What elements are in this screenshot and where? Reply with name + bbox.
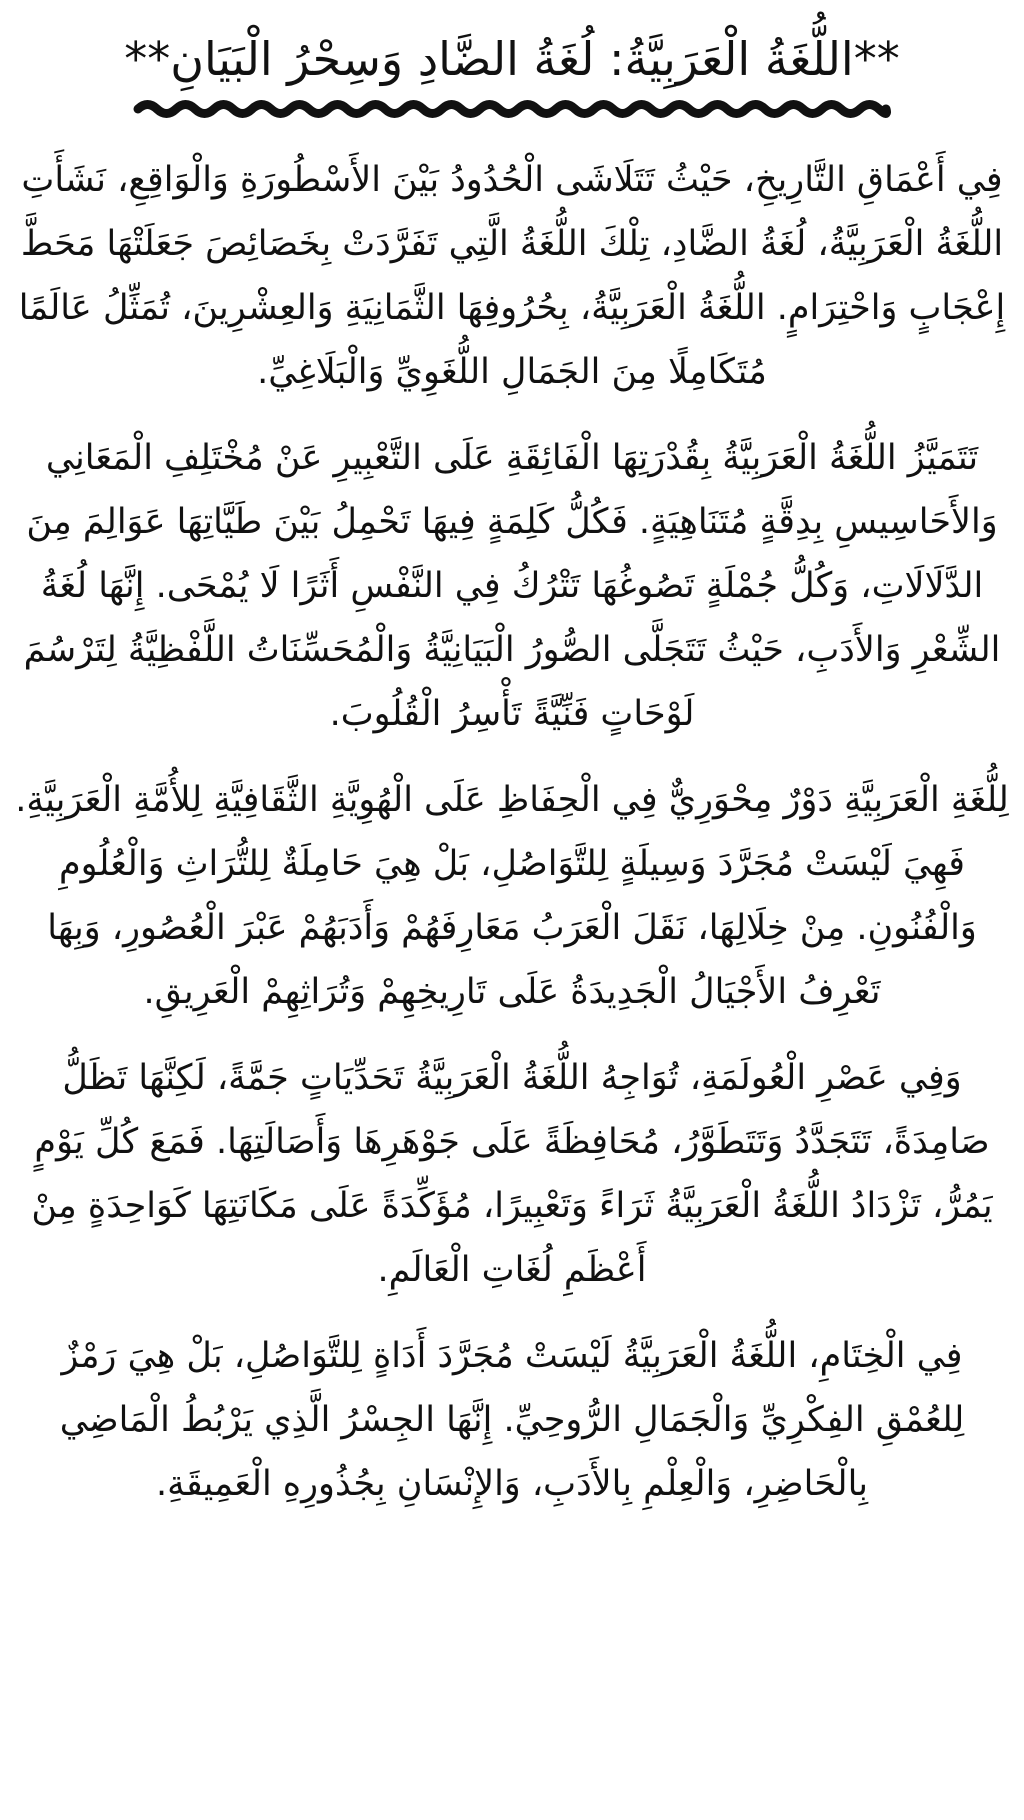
document-title: **اللُّغَةُ الْعَرَبِيَّةُ: لُغَةُ الضَّادِ وَسِحْرُ الْبَيَانِ** xyxy=(124,32,900,86)
paragraph-3: لِلُّغَةِ الْعَرَبِيَّةِ دَوْرٌ مِحْوَرِيٌّ فِي الْحِفَاظِ عَلَى الْهُوِيَّةِ الثَّقَافِيَّةِ لِلأُمَّةِ الْعَرَبِيَّةِ. فَهِيَ لَيْسَتْ مُجَرَّدَ وَسِيلَةٍ لِلتَّوَاصُلِ، بَلْ هِيَ حَامِلَةٌ لِلتُّرَاثِ وَالْعُلُومِ وَالْفُنُونِ. مِنْ خِلَالِهَا، نَقَلَ الْعَرَبُ مَعَارِفَهُمْ وَأَدَبَهُمْ عَبْرَ الْعُصُورِ، وَبِهَا تَعْرِفُ الأَجْيَالُ الْجَدِيدَةُ عَلَى تَارِيخِهِمْ وَتُرَاثِهِمْ الْعَرِيقِ. xyxy=(15,780,1009,1012)
paragraph-1: فِي أَعْمَاقِ التَّارِيخِ، حَيْثُ تَتَلَاشَى الْحُدُودُ بَيْنَ الأَسْطُورَةِ وَالْوَاقِعِ، نَشَأَتِ اللُّغَةُ الْعَرَبِيَّةُ، لُغَةُ الضَّادِ، تِلْكَ اللُّغَةُ الَّتِي تَفَرَّدَتْ بِخَصَائِصَ جَعَلَتْهَا مَحَطَّ إِعْجَابٍ وَاحْتِرَامٍ. اللُّغَةُ الْعَرَبِيَّةُ، بِحُرُوفِهَا الثَّمَانِيَةِ وَالعِشْرِينَ، تُمَثِّلُ عَالَمًا مُتَكَامِلًا مِنَ الجَمَالِ اللُّغَوِيِّ وَالْبَلَاغِيِّ. xyxy=(18,160,1006,392)
paragraph-5: فِي الْخِتَامِ، اللُّغَةُ الْعَرَبِيَّةُ لَيْسَتْ مُجَرَّدَ أَدَاةٍ لِلتَّوَاصُلِ، بَلْ هِيَ رَمْزٌ لِلعُمْقِ الفِكْرِيِّ وَالْجَمَالِ الرُّوحِيِّ. إِنَّهَا الجِسْرُ الَّذِي يَرْبُطُ الْمَاضِي بِالْحَاضِرِ، وَالْعِلْمِ بِالأَدَبِ، وَالإِنْسَانِ بِجُذُورِهِ الْعَمِيقَةِ. xyxy=(59,1336,965,1504)
paragraph-2: تَتَمَيَّزُ اللُّغَةُ الْعَرَبِيَّةُ بِقُدْرَتِهَا الْفَائِقَةِ عَلَى التَّعْبِيرِ عَنْ مُخْتَلِفِ الْمَعَانِي وَالأَحَاسِيسِ بِدِقَّةٍ مُتَنَاهِيَةٍ. فَكُلُّ كَلِمَةٍ فِيهَا تَحْمِلُ بَيْنَ طَيَّاتِهَا عَوَالِمَ مِنَ الدَّلَالَاتِ، وَكُلُّ جُمْلَةٍ تَصُوغُهَا تَتْرُكُ فِي النَّفْسِ أَثَرًا لَا يُمْحَى. إِنَّهَا لُغَةُ الشِّعْرِ وَالأَدَبِ، حَيْثُ تَتَجَلَّى الصُّورُ الْبَيَانِيَّةُ وَالْمُحَسِّنَاتُ اللَّفْظِيَّةُ لِتَرْسُمَ لَوْحَاتٍ فَنِّيَّةً تَأْسِرُ الْقُلُوبَ. xyxy=(23,438,1001,734)
wavy-divider xyxy=(132,92,892,126)
paragraph-4: وَفِي عَصْرِ الْعُولَمَةِ، تُوَاجِهُ اللُّغَةُ الْعَرَبِيَّةُ تَحَدِّيَاتٍ جَمَّةً، لَكِنَّهَا تَظَلُّ صَامِدَةً، تَتَجَدَّدُ وَتَتَطَوَّرُ، مُحَافِظَةً عَلَى جَوْهَرِهَا وَأَصَالَتِهَا. فَمَعَ كُلِّ يَوْمٍ يَمُرُّ، تَزْدَادُ اللُّغَةُ الْعَرَبِيَّةُ ثَرَاءً وَتَعْبِيرًا، مُؤَكِّدَةً عَلَى مَكَانَتِهَا كَوَاحِدَةٍ مِنْ أَعْظَمِ لُغَاتِ الْعَالَمِ. xyxy=(31,1058,993,1290)
